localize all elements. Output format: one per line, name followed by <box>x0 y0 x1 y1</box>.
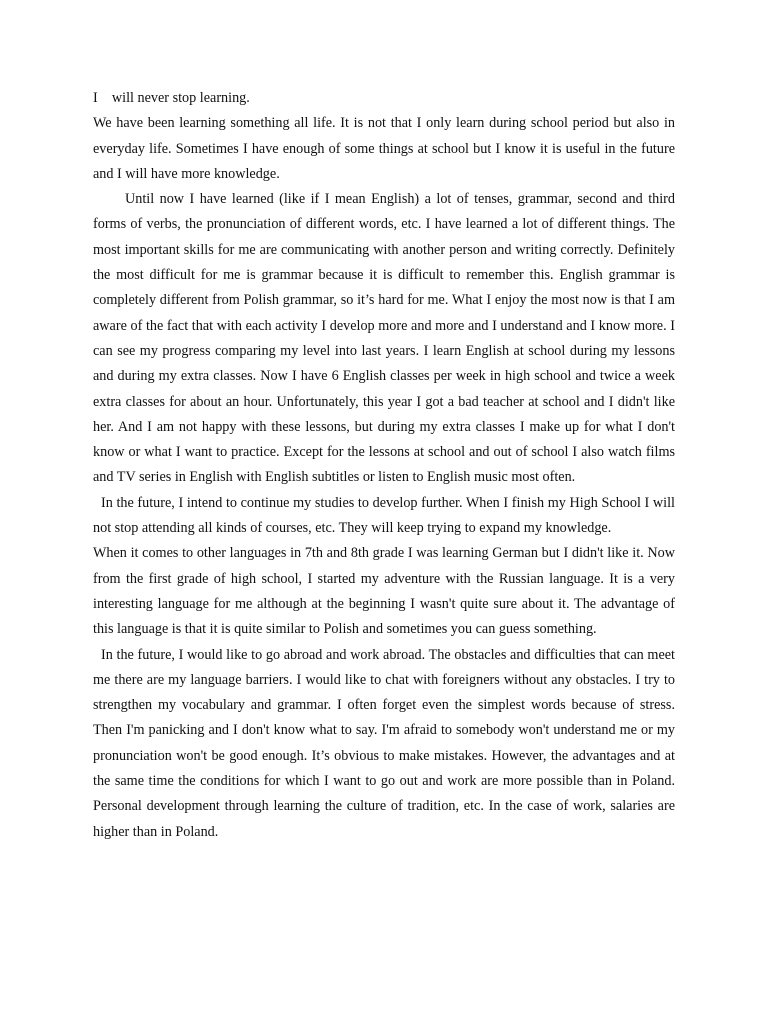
paragraph-future-studies: In the future, I intend to continue my studies to develop further. When I finish my High School I will not stop attending all kinds of courses, etc. They will keep trying to expand my knowledge. <box>93 494 675 537</box>
paragraph-work-abroad: In the future, I would like to go abroad and work abroad. The obstacles and difficulties that can meet me there are my language barriers. I would like to chat with foreigners without any obstacles. I try to strengthen my vocabulary and grammar. I often forget even the simplest words because of stress. Then I'm panicking and I don't know what to say. I'm afraid to somebody won't understand me or my pronunciation won't be good enough. It’s obvious to make mistakes. However, the advantages and at the same time the conditions for which I want to go out and work are more possible than in Poland. Personal development through learning the culture of tradition, etc. In the case of work, salaries are higher than in Poland. <box>93 646 675 840</box>
paragraph-other-languages: When it comes to other languages in 7th and 8th grade I was learning German but I didn't like it. Now from the first grade of high school, I started my adventure with the Russian language. It is a very interesting language for me although at the beginning I wasn't quite sure about it. The advantage of this language is that it is quite similar to Polish and sometimes you can guess something. <box>93 545 675 638</box>
document-page <box>93 86 675 845</box>
paragraph-intro: We have been learning something all life. It is not that I only learn during school period but also in everyday life. Sometimes I have enough of some things at school but I know it is useful in the future and I will have more knowledge. <box>93 115 675 182</box>
paragraph-english-learning: Until now I have learned (like if I mean English) a lot of tenses, grammar, second and third forms of verbs, the pronunciation of different words, etc. I have learned a lot of different things. The most important skills for me are communicating with another person and writing correctly. Definitely the most difficult for me is grammar because it is difficult to remember this. English grammar is completely different from Polish grammar, so it’s hard for me. What I enjoy the most now is that I am aware of the fact that with each activity I develop more and more and I understand and I know more. I can see my progress comparing my level into last years. I learn English at school during my lessons and during my extra classes. Now I have 6 English classes per week in high school and twice a week extra classes for about an hour. Unfortunately, this year I got a bad teacher at school and I didn't like her. And I am not happy with these lessons, but during my extra classes I make up for what I don't know or what I want to practice. Except for the lessons at school and out of school I also watch films and TV series in English with English subtitles or listen to English music most often. <box>93 191 675 486</box>
document-title: I will never stop learning. <box>93 90 250 106</box>
